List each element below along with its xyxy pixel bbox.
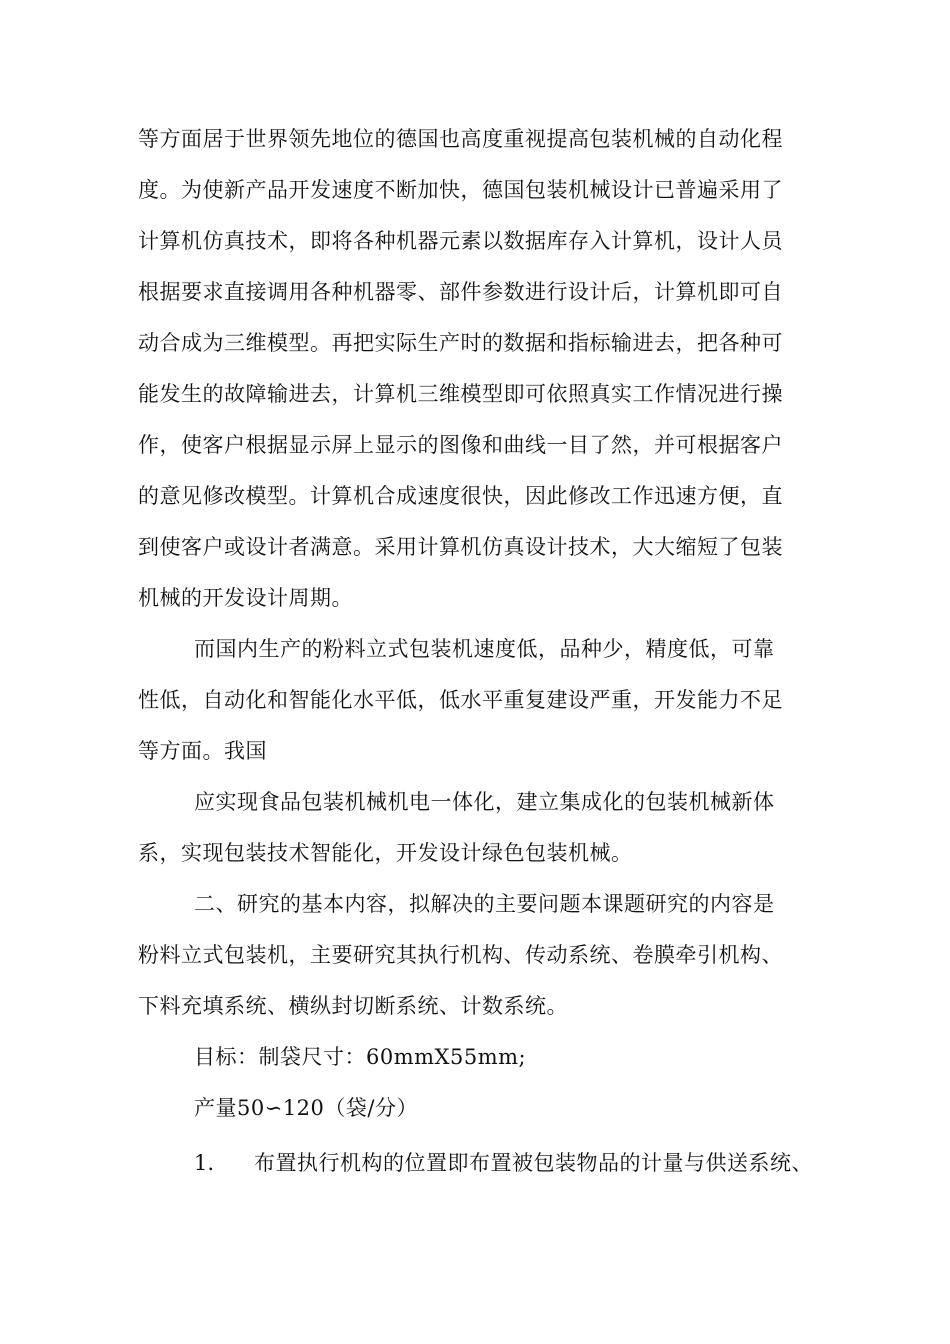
paragraph-1-line-4: 根据要求直接调用各种机器零、部件参数进行设计后，计算机即可自 (138, 280, 783, 304)
paragraph-1-line-8: 的意见修改模型。计算机合成速度很快，因此修改工作迅速方便，直 (138, 484, 783, 508)
paragraph-1-line-2: 度。为使新产品开发速度不断加快，德国包装机械设计已普遍采用了 (138, 178, 783, 202)
list-item-number: 1. (194, 1151, 215, 1175)
list-item-text: 布置执行机构的位置即布置被包装物品的计量与供送系统、 (254, 1151, 813, 1175)
paragraph-4-line-1: 二、研究的基本内容，拟解决的主要问题本课题研究的内容是 (194, 892, 775, 916)
paragraph-4-line-3: 下料充填系统、横纵封切断系统、计数系统。 (138, 994, 568, 1018)
paragraph-2-line-3: 等方面。我国 (138, 739, 267, 763)
paragraph-3-line-2: 系，实现包装技术智能化，开发设计绿色包装机械。 (138, 841, 633, 865)
paragraph-2-line-1: 而国内生产的粉料立式包装机速度低，品种少，精度低，可靠 (194, 637, 775, 661)
paragraph-2-line-2: 性低，自动化和智能化水平低，低水平重复建设严重，开发能力不足 (138, 688, 783, 712)
paragraph-1-line-3: 计算机仿真技术，即将各种机器元素以数据库存入计算机，设计人员 (138, 229, 783, 253)
paragraph-1-line-9: 到使客户或设计者满意。采用计算机仿真设计技术，大大缩短了包装 (138, 535, 783, 559)
paragraph-1-line-6: 能发生的故障输进去，计算机三维模型即可依照真实工作情况进行操 (138, 382, 783, 406)
paragraph-3-line-1: 应实现食品包装机械机电一体化，建立集成化的包装机械新体 (194, 790, 775, 814)
paragraph-1-line-10: 机械的开发设计周期。 (138, 586, 353, 610)
target-bag-size: 目标：制袋尺寸：60mmX55mm; (194, 1045, 527, 1069)
target-output: 产量50∽120（袋/分） (194, 1096, 418, 1120)
paragraph-4-line-2: 粉料立式包装机，主要研究其执行机构、传动系统、卷膜牵引机构、 (138, 943, 783, 967)
paragraph-1-line-5: 动合成为三维模型。再把实际生产时的数据和指标输进去，把各种可 (138, 331, 783, 355)
paragraph-1-line-7: 作，使客户根据显示屏上显示的图像和曲线一目了然，并可根据客户 (138, 433, 783, 457)
paragraph-1-line-1: 等方面居于世界领先地位的德国也高度重视提高包装机械的自动化程 (138, 127, 783, 151)
